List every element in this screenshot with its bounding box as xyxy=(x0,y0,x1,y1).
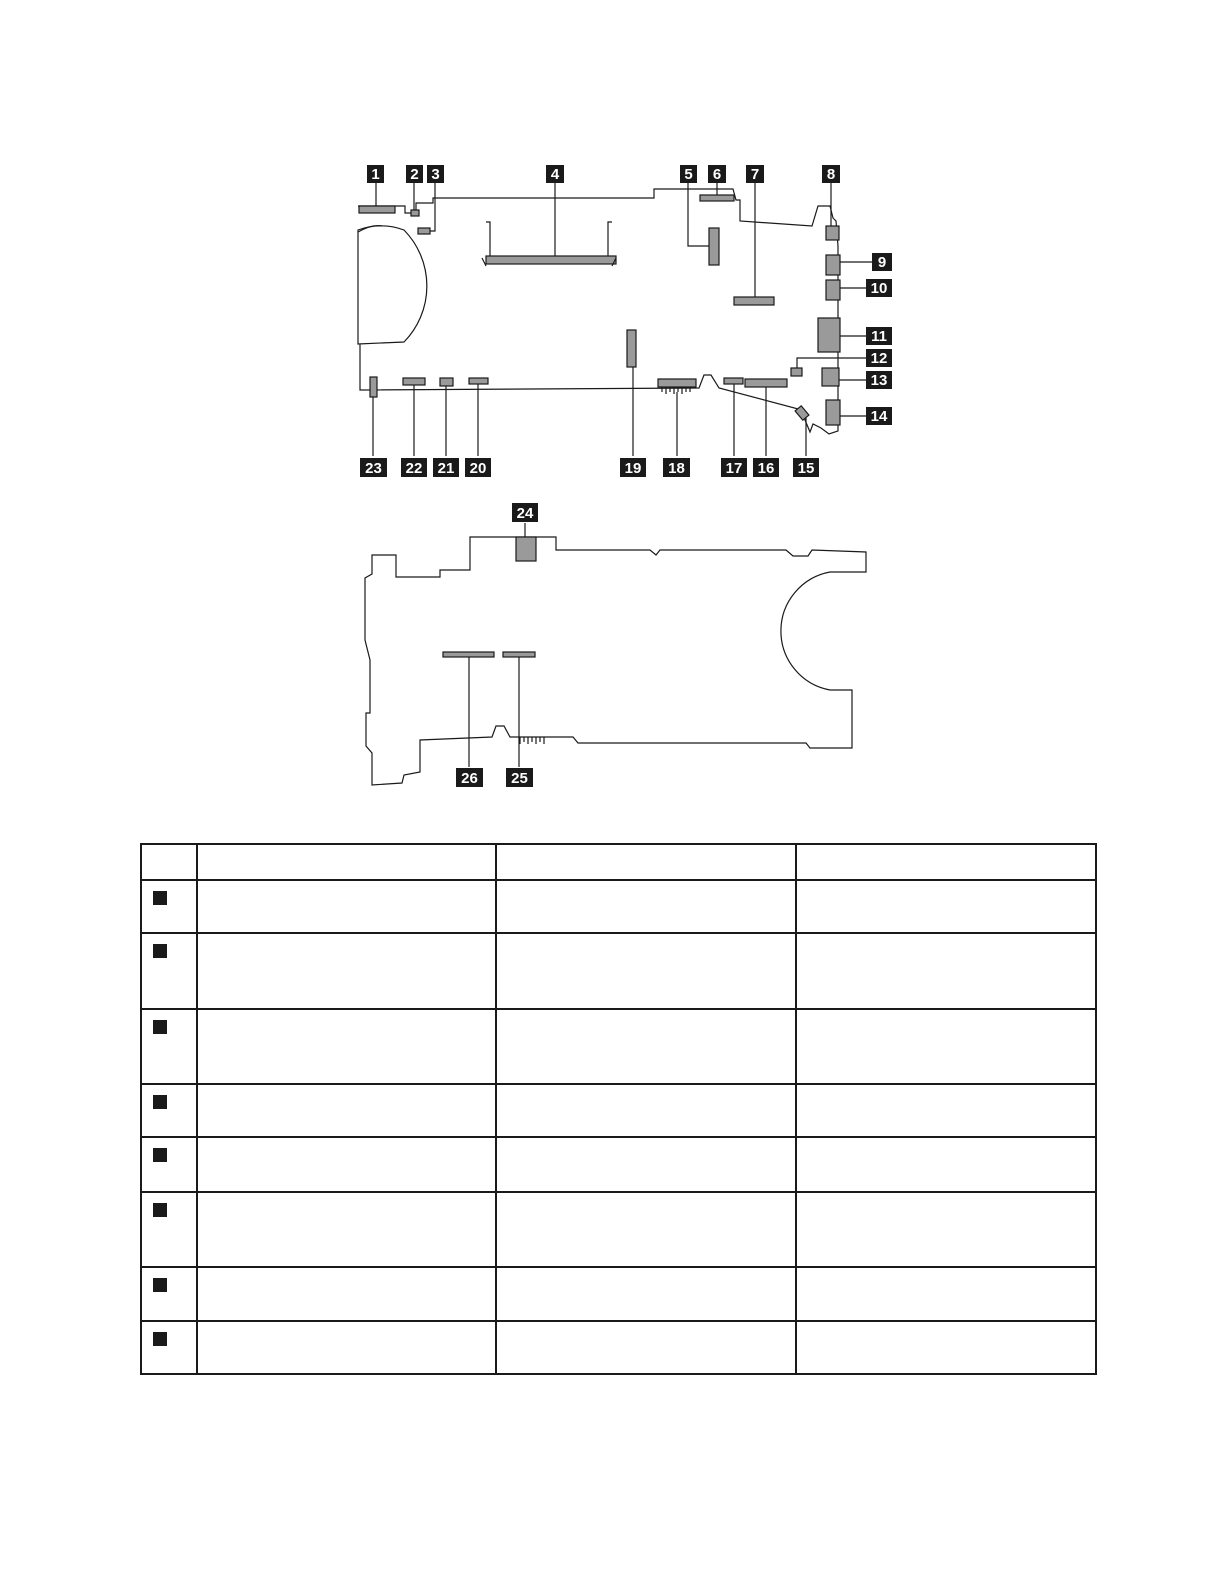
component-9 xyxy=(826,255,840,275)
callout-4 xyxy=(546,165,564,183)
table-cell xyxy=(796,1009,1096,1084)
component-13 xyxy=(822,368,839,386)
component-4-memory-slot xyxy=(486,256,616,264)
callout-25 xyxy=(506,768,533,787)
table-cell xyxy=(796,1137,1096,1192)
component-reference-table xyxy=(140,843,1097,1375)
callout-3 xyxy=(427,165,444,183)
component-19 xyxy=(627,330,636,367)
callout-11 xyxy=(866,327,892,345)
header-cell xyxy=(197,844,496,880)
svg-text:19: 19 xyxy=(624,460,642,477)
table-cell xyxy=(496,1321,796,1374)
black-square-icon xyxy=(153,1278,167,1292)
callout-10 xyxy=(866,279,892,297)
svg-text:24: 24 xyxy=(516,505,534,522)
table-row xyxy=(141,1192,1096,1267)
callout-14 xyxy=(866,407,892,425)
table-cell xyxy=(796,880,1096,933)
svg-text:7: 7 xyxy=(750,166,760,183)
component-5 xyxy=(709,228,719,265)
svg-text:22: 22 xyxy=(405,460,423,477)
table-cell xyxy=(796,1084,1096,1137)
callout-2 xyxy=(406,165,423,183)
svg-text:13: 13 xyxy=(870,372,888,389)
table-cell xyxy=(796,1192,1096,1267)
table-cell xyxy=(496,1084,796,1137)
component-8 xyxy=(826,226,839,240)
component-10 xyxy=(826,280,840,300)
callout-24 xyxy=(512,503,538,522)
callout-16 xyxy=(753,458,779,477)
svg-text:5: 5 xyxy=(684,166,693,183)
svg-text:14: 14 xyxy=(870,408,888,425)
component-16 xyxy=(745,379,787,387)
svg-text:4: 4 xyxy=(550,166,560,183)
row-marker xyxy=(141,1192,197,1267)
table-cell xyxy=(197,1084,496,1137)
callout-22 xyxy=(401,458,427,477)
table-cell xyxy=(796,933,1096,1009)
svg-text:1: 1 xyxy=(371,166,380,183)
callout-5 xyxy=(680,165,697,183)
component-25-pins xyxy=(520,737,544,744)
black-square-icon xyxy=(153,1020,167,1034)
svg-text:21: 21 xyxy=(437,460,455,477)
callout-26 xyxy=(456,768,483,787)
callout-13 xyxy=(866,371,892,389)
component-22 xyxy=(403,378,425,385)
callout-18 xyxy=(663,458,690,477)
svg-text:10: 10 xyxy=(870,280,888,297)
row-marker xyxy=(141,880,197,933)
table-cell xyxy=(496,1137,796,1192)
component-18 xyxy=(658,379,696,387)
table-cell xyxy=(197,1137,496,1192)
table-cell xyxy=(197,1321,496,1374)
table-cell xyxy=(197,933,496,1009)
table-cell xyxy=(496,880,796,933)
black-square-icon xyxy=(153,891,167,905)
svg-text:9: 9 xyxy=(877,254,887,271)
callout-9 xyxy=(872,253,892,271)
row-marker xyxy=(141,1267,197,1321)
svg-text:26: 26 xyxy=(461,770,478,787)
callout-15 xyxy=(793,458,819,477)
table-row xyxy=(141,1009,1096,1084)
svg-text:3: 3 xyxy=(431,166,440,183)
svg-text:20: 20 xyxy=(469,460,487,477)
table-cell xyxy=(197,1267,496,1321)
black-square-icon xyxy=(153,1095,167,1109)
component-23 xyxy=(370,377,377,397)
callout-8 xyxy=(822,165,840,183)
callout-21 xyxy=(433,458,459,477)
header-cell xyxy=(141,844,197,880)
component-3 xyxy=(418,228,430,234)
svg-text:23: 23 xyxy=(365,460,382,477)
svg-text:11: 11 xyxy=(871,328,887,345)
row-marker xyxy=(141,933,197,1009)
header-cell xyxy=(796,844,1096,880)
component-21 xyxy=(440,378,453,386)
table-cell xyxy=(197,1009,496,1084)
callout-1 xyxy=(367,165,384,183)
table-row xyxy=(141,880,1096,933)
component-1 xyxy=(359,206,395,213)
callout-7 xyxy=(746,165,764,183)
callout-20 xyxy=(465,458,491,477)
component-6 xyxy=(700,195,734,201)
component-15 xyxy=(795,406,809,420)
component-7 xyxy=(734,297,774,305)
table-cell xyxy=(496,933,796,1009)
svg-text:15: 15 xyxy=(797,460,815,477)
row-marker xyxy=(141,1009,197,1084)
table-row xyxy=(141,1137,1096,1192)
callout-19 xyxy=(620,458,646,477)
component-2 xyxy=(411,210,419,216)
table-row xyxy=(141,933,1096,1009)
svg-text:18: 18 xyxy=(668,460,685,477)
row-marker xyxy=(141,1321,197,1374)
component-12 xyxy=(791,368,802,376)
table-cell xyxy=(496,1192,796,1267)
svg-text:25: 25 xyxy=(511,770,528,787)
callout-6 xyxy=(708,165,726,183)
component-14 xyxy=(826,400,840,425)
table-cell xyxy=(796,1267,1096,1321)
bottom-board-outline xyxy=(365,537,866,785)
row-marker xyxy=(141,1084,197,1137)
black-square-icon xyxy=(153,1203,167,1217)
svg-text:6: 6 xyxy=(712,166,722,183)
table-header-row xyxy=(141,844,1096,880)
table-cell xyxy=(496,1267,796,1321)
header-cell xyxy=(496,844,796,880)
svg-text:12: 12 xyxy=(870,350,888,367)
table-row xyxy=(141,1084,1096,1137)
component-25 xyxy=(503,652,535,657)
table-cell xyxy=(197,1192,496,1267)
callout-17 xyxy=(721,458,747,477)
svg-text:8: 8 xyxy=(826,166,836,183)
black-square-icon xyxy=(153,944,167,958)
component-11 xyxy=(818,318,840,352)
black-square-icon xyxy=(153,1332,167,1346)
svg-text:16: 16 xyxy=(757,460,775,477)
table-cell xyxy=(197,880,496,933)
callout-12 xyxy=(866,349,892,367)
component-26 xyxy=(443,652,494,657)
svg-text:17: 17 xyxy=(725,460,743,477)
table-row xyxy=(141,1321,1096,1374)
component-24 xyxy=(516,537,536,561)
svg-text:2: 2 xyxy=(410,166,419,183)
callout-23 xyxy=(360,458,387,477)
component-17 xyxy=(724,378,743,384)
row-marker xyxy=(141,1137,197,1192)
black-square-icon xyxy=(153,1148,167,1162)
component-20 xyxy=(469,378,488,384)
table-cell xyxy=(796,1321,1096,1374)
table-cell xyxy=(496,1009,796,1084)
table-row xyxy=(141,1267,1096,1321)
